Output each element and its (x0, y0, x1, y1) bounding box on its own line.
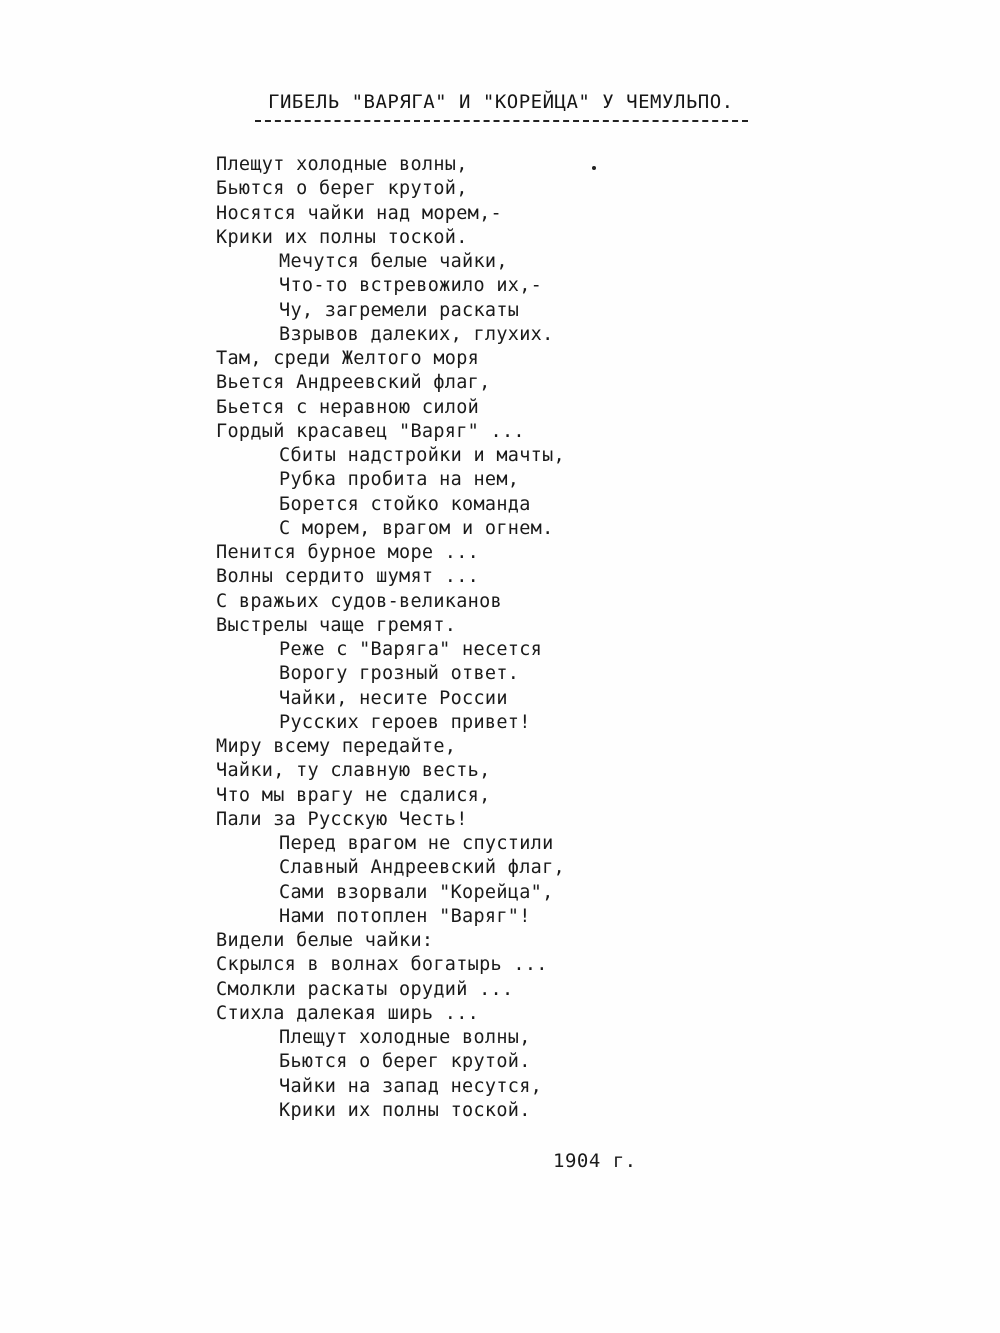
poem-line: Русских героев привет! (279, 711, 531, 733)
poem-line: Носятся чайки над морем,- (216, 202, 502, 224)
poem-line: Смолкли раскаты орудий ... (216, 978, 514, 1000)
poem-line: Перед врагом не спустили (279, 833, 554, 854)
poem-line: Чайки, несите России (279, 687, 508, 709)
poem-line: Нами потоплен "Варяг"! (279, 905, 531, 927)
poem-line: Мечутся белые чайки, (279, 251, 508, 272)
poem-line: Что-то встревожило их,- (279, 275, 543, 297)
poem-line: Видели белые чайки: (216, 930, 434, 951)
poem-line: Вьется Андреевский флаг, (216, 372, 491, 394)
poem-line: Скрылся в волнах богатырь ... (216, 954, 548, 976)
poem-title: ГИБЕЛЬ "ВАРЯГА" И "КОРЕЙЦА" У ЧЕМУЛЬПО. (268, 91, 734, 113)
poem-line: Гордый красавец "Варяг" ... (216, 420, 525, 442)
poem-line: Реже с "Варяга" несется (279, 639, 543, 660)
poem-line: Чу, загремели раскаты (279, 299, 520, 321)
poem-line: Крики их полны тоской. (216, 226, 468, 248)
poem-line: Там, среди Желтого моря (216, 348, 480, 369)
poem-line: Волны сердито шумят ... (216, 566, 480, 588)
poem-line: Миру всему передайте, (216, 736, 457, 757)
poem-line: Рубка пробита на нем, (279, 469, 520, 491)
poem-line: Плещут холодные волны, (216, 154, 468, 175)
title-underline (255, 120, 748, 122)
ink-speck (592, 166, 596, 170)
poem-date: 1904 г. (553, 1150, 637, 1172)
poem-line: Пали за Русскую Честь! (216, 808, 468, 830)
poem-line: Славный Андреевский флаг, (279, 857, 565, 879)
poem-line: С вражьих судов-великанов (216, 590, 502, 612)
poem-line: Выстрелы чаще гремят. (216, 614, 457, 636)
poem-line: Взрывов далеких, глухих. (279, 323, 554, 345)
poem-line: Бьется с неравною силой (216, 396, 480, 418)
poem-line: Бьются о берег крутой. (279, 1051, 531, 1073)
poem-line: Что мы врагу не сдалися, (216, 784, 491, 806)
poem-line: С морем, врагом и огнем. (279, 517, 554, 539)
poem-line: Чайки на запад несутся, (279, 1075, 543, 1097)
poem-line: Сбиты надстройки и мачты, (279, 445, 565, 466)
poem-line: Чайки, ту славную весть, (216, 760, 491, 782)
poem-line: Борется стойко команда (279, 493, 531, 515)
poem-body (216, 153, 636, 1123)
poem-line: Крики их полны тоской. (279, 1099, 531, 1121)
poem-line: Сами взорвали "Корейца", (279, 881, 554, 903)
poem-line: Стихла далекая ширь ... (216, 1002, 480, 1024)
poem-line: Пенится бурное море ... (216, 542, 480, 563)
poem-line: Плещут холодные волны, (279, 1027, 531, 1048)
poem-line: Бьются о берег крутой, (216, 178, 468, 200)
poem-line: Ворогу грозный ответ. (279, 663, 520, 685)
